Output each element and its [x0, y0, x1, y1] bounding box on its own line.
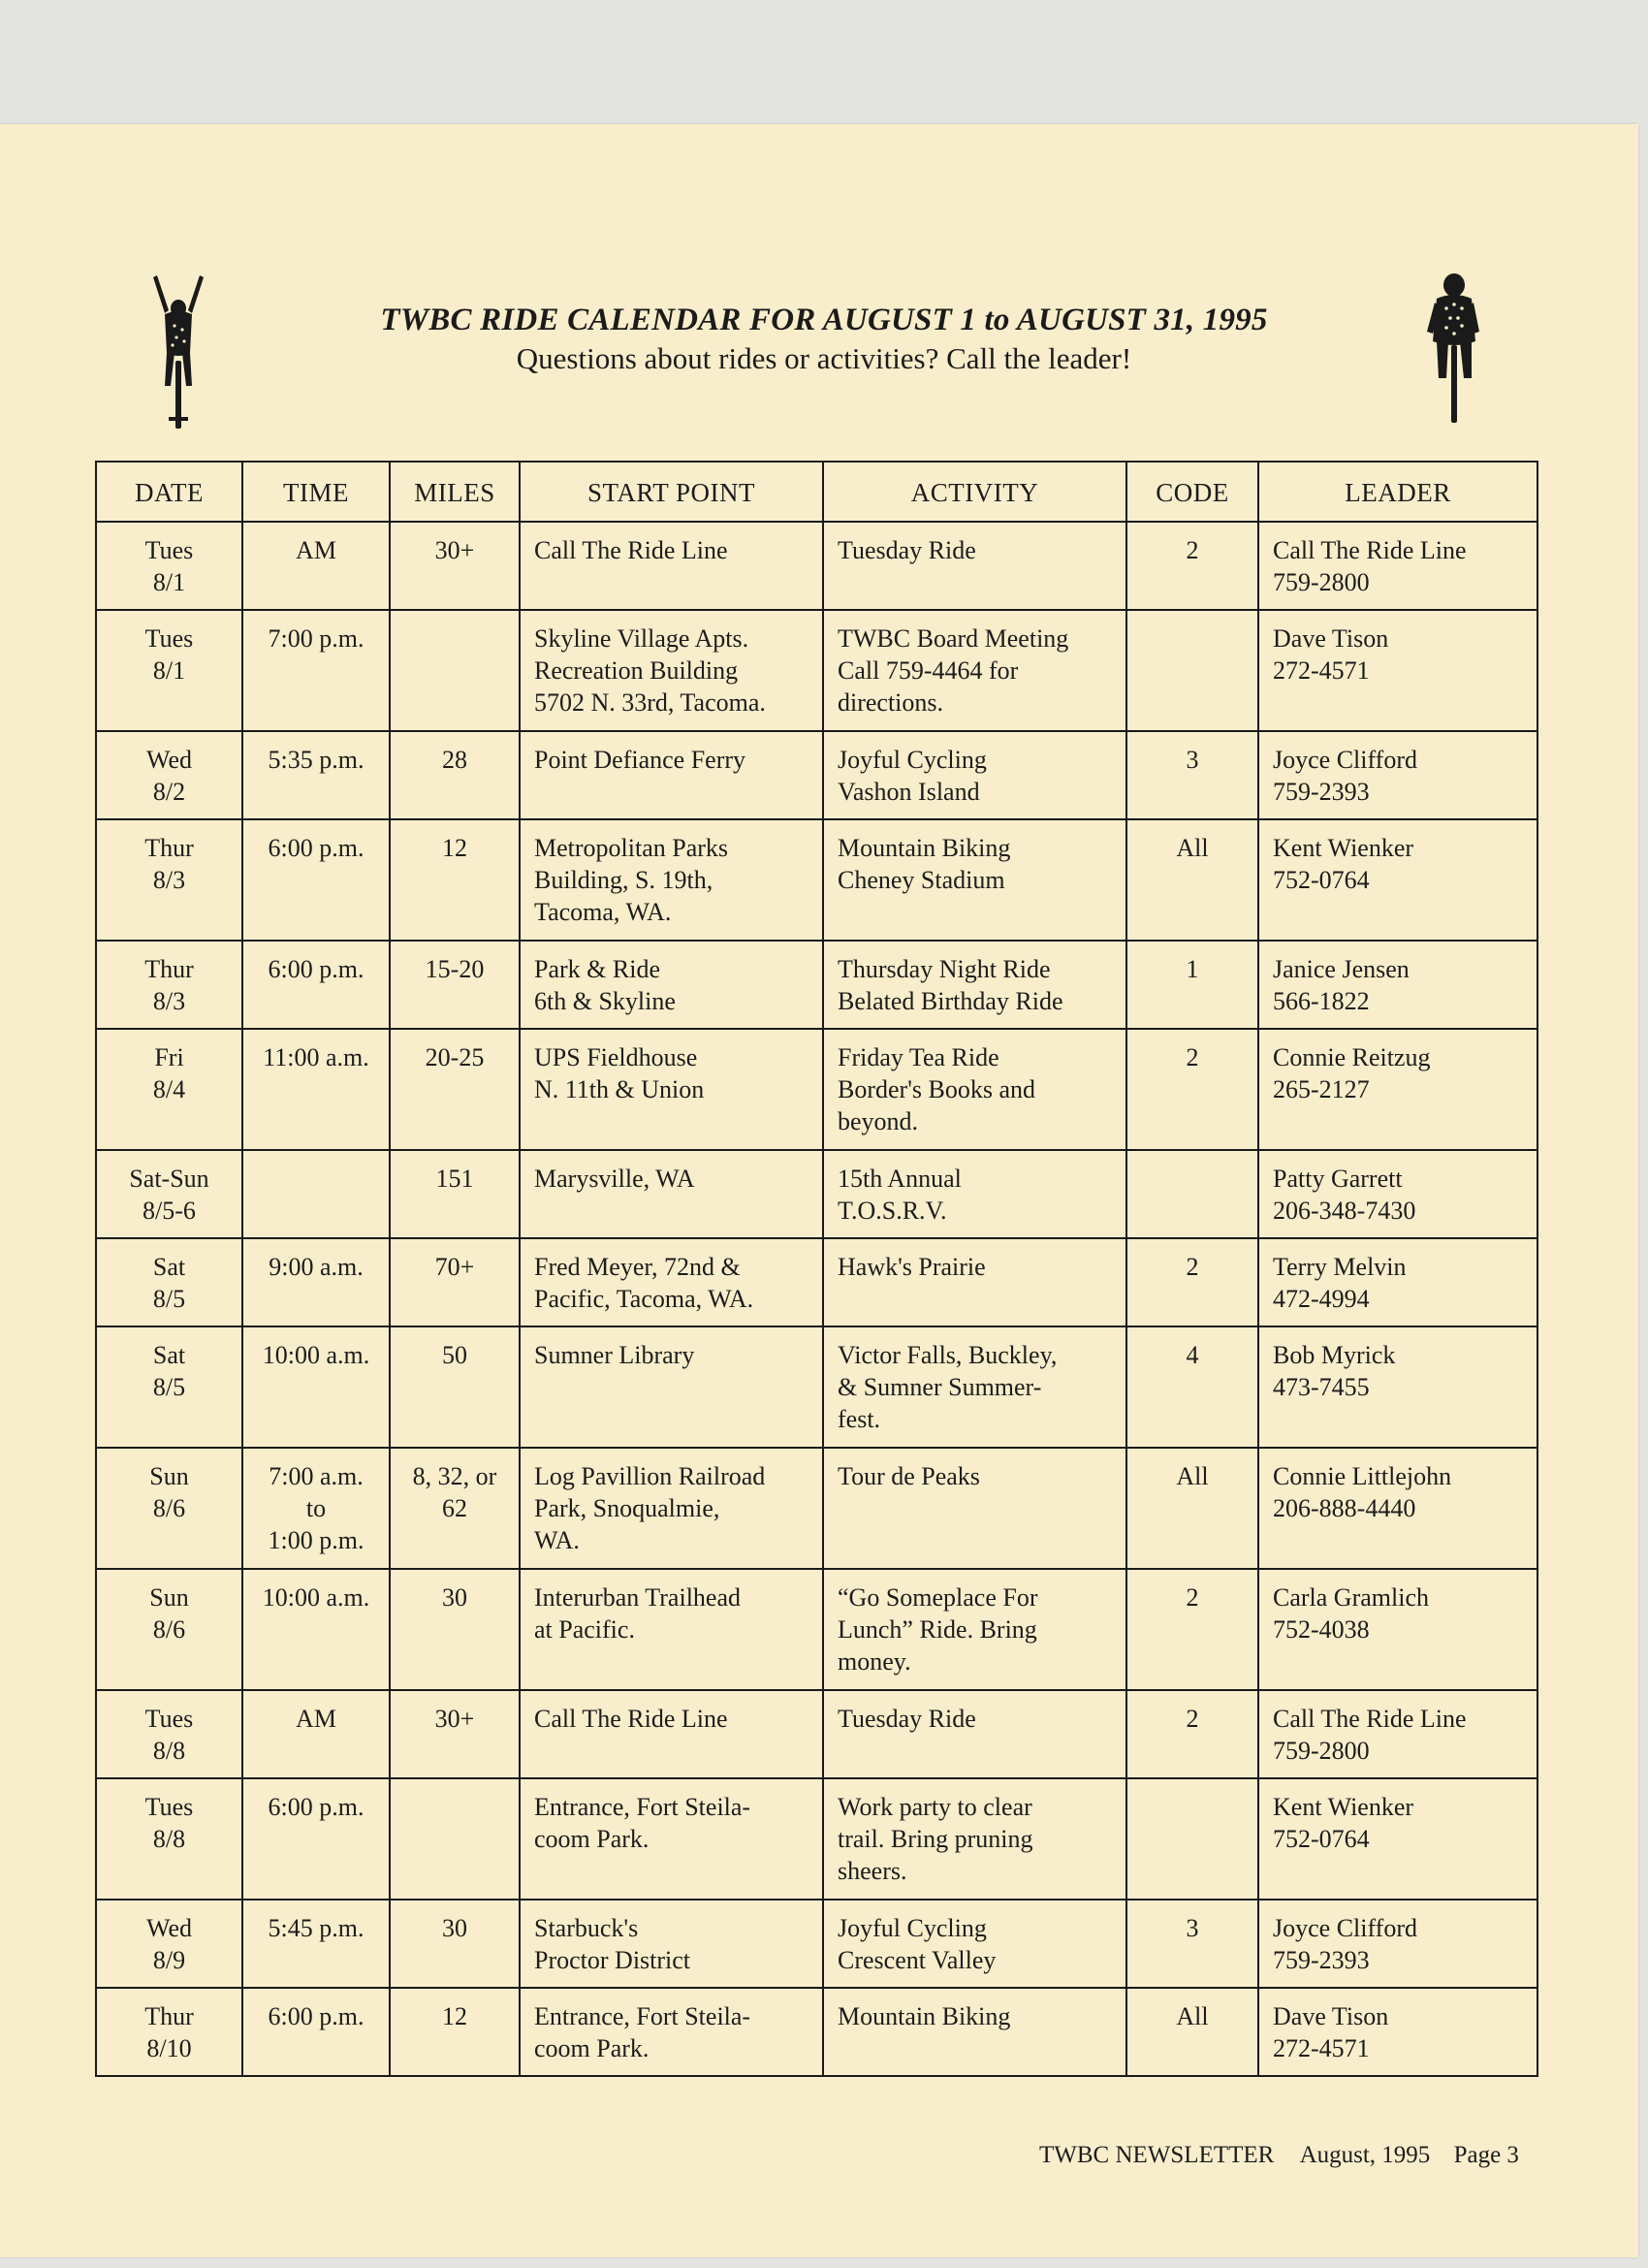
cell-leader: Joyce Clifford 759-2393	[1258, 1900, 1537, 1988]
cell-date: Wed 8/2	[96, 731, 242, 819]
cell-date: Wed 8/9	[96, 1900, 242, 1988]
cell-date: Tues 8/8	[96, 1690, 242, 1778]
table-row	[96, 610, 1537, 731]
column-header-code: CODE	[1126, 462, 1258, 522]
page-title: TWBC RIDE CALENDAR FOR AUGUST 1 to AUGUST 31, 1995	[380, 303, 1268, 337]
table-row	[96, 731, 1537, 819]
cell-leader: Call The Ride Line 759-2800	[1258, 522, 1537, 610]
cell-start-point: Log Pavillion Railroad Park, Snoqualmie, WA.	[520, 1448, 823, 1569]
cell-activity: Mountain Biking Cheney Stadium	[823, 819, 1126, 941]
cell-miles: 12	[390, 819, 520, 941]
table-row	[96, 1569, 1537, 1690]
cell-time: 5:45 p.m.	[242, 1900, 390, 1988]
table-row	[96, 1150, 1537, 1238]
cell-code: 1	[1126, 941, 1258, 1029]
cell-time	[242, 1150, 390, 1238]
cell-date: Sun 8/6	[96, 1448, 242, 1569]
cell-date: Thur 8/3	[96, 819, 242, 941]
table-row	[96, 1778, 1537, 1900]
cell-miles: 15-20	[390, 941, 520, 1029]
cell-leader: Call The Ride Line 759-2800	[1258, 1690, 1537, 1778]
cell-miles: 8, 32, or 62	[390, 1448, 520, 1569]
cell-date: Sat 8/5	[96, 1238, 242, 1326]
cell-start-point: Sumner Library	[520, 1326, 823, 1448]
cell-code: 2	[1126, 1238, 1258, 1326]
column-header-time: TIME	[242, 462, 390, 522]
cell-start-point: Entrance, Fort Steila- coom Park.	[520, 1778, 823, 1900]
table-row	[96, 1326, 1537, 1448]
cell-time: 6:00 p.m.	[242, 1778, 390, 1900]
table-row	[96, 1690, 1537, 1778]
column-header-miles: MILES	[390, 462, 520, 522]
page-footer	[1039, 2142, 1519, 2169]
cell-miles: 30+	[390, 1690, 520, 1778]
cell-date: Tues 8/1	[96, 610, 242, 731]
calendar-header	[252, 301, 1396, 378]
cell-miles: 151	[390, 1150, 520, 1238]
cell-time: 9:00 a.m.	[242, 1238, 390, 1326]
cell-leader: Bob Myrick 473-7455	[1258, 1326, 1537, 1448]
cell-time: 6:00 p.m.	[242, 819, 390, 941]
cell-time: 6:00 p.m.	[242, 1988, 390, 2076]
cell-leader: Connie Littlejohn 206-888-4440	[1258, 1448, 1537, 1569]
cell-leader: Dave Tison 272-4571	[1258, 1988, 1537, 2076]
cell-activity: Victor Falls, Buckley, & Sumner Summer- fest.	[823, 1326, 1126, 1448]
cell-start-point: Interurban Trailhead at Pacific.	[520, 1569, 823, 1690]
cell-leader: Kent Wienker 752-0764	[1258, 1778, 1537, 1900]
footer-page-number: Page 3	[1453, 2142, 1519, 2168]
cell-code: 4	[1126, 1326, 1258, 1448]
cell-miles	[390, 610, 520, 731]
cell-time: AM	[242, 522, 390, 610]
table-row	[96, 1988, 1537, 2076]
cell-code: 2	[1126, 1690, 1258, 1778]
cell-date: Thur 8/3	[96, 941, 242, 1029]
cell-date: Tues 8/8	[96, 1778, 242, 1900]
cell-leader: Joyce Clifford 759-2393	[1258, 731, 1537, 819]
cell-time: 11:00 a.m.	[242, 1029, 390, 1150]
cell-miles: 70+	[390, 1238, 520, 1326]
cell-date: Sat-Sun 8/5-6	[96, 1150, 242, 1238]
cell-miles: 30	[390, 1569, 520, 1690]
cell-date: Tues 8/1	[96, 522, 242, 610]
column-header-activity: ACTIVITY	[823, 462, 1126, 522]
cell-leader: Terry Melvin 472-4994	[1258, 1238, 1537, 1326]
cell-miles: 28	[390, 731, 520, 819]
cell-code	[1126, 1778, 1258, 1900]
cell-code	[1126, 610, 1258, 731]
cell-activity: 15th Annual T.O.S.R.V.	[823, 1150, 1126, 1238]
table-row	[96, 1238, 1537, 1326]
cell-activity: TWBC Board Meeting Call 759-4464 for directions.	[823, 610, 1126, 731]
cell-time: AM	[242, 1690, 390, 1778]
cell-time: 10:00 a.m.	[242, 1326, 390, 1448]
column-header-date: DATE	[96, 462, 242, 522]
column-header-start-point: START POINT	[520, 462, 823, 522]
table-row	[96, 1029, 1537, 1150]
cell-activity: Tuesday Ride	[823, 1690, 1126, 1778]
footer-date: August, 1995	[1299, 2142, 1431, 2168]
cell-activity: Mountain Biking	[823, 1988, 1126, 2076]
cell-date: Sat 8/5	[96, 1326, 242, 1448]
ride-calendar-table	[95, 461, 1538, 2077]
cell-start-point: Fred Meyer, 72nd & Pacific, Tacoma, WA.	[520, 1238, 823, 1326]
cell-code: 2	[1126, 522, 1258, 610]
cell-code: 2	[1126, 1029, 1258, 1150]
cell-start-point: Call The Ride Line	[520, 522, 823, 610]
cell-leader: Kent Wienker 752-0764	[1258, 819, 1537, 941]
cyclist-riding-icon	[1421, 270, 1485, 425]
cell-code: All	[1126, 819, 1258, 941]
cell-date: Thur 8/10	[96, 1988, 242, 2076]
cell-leader: Carla Gramlich 752-4038	[1258, 1569, 1537, 1690]
cell-activity: Tuesday Ride	[823, 522, 1126, 610]
cell-time: 6:00 p.m.	[242, 941, 390, 1029]
cell-code: All	[1126, 1988, 1258, 2076]
cell-activity: Work party to clear trail. Bring pruning sheers.	[823, 1778, 1126, 1900]
column-header-leader: LEADER	[1258, 462, 1537, 522]
cell-miles: 50	[390, 1326, 520, 1448]
cell-leader: Janice Jensen 566-1822	[1258, 941, 1537, 1029]
table-row	[96, 819, 1537, 941]
cell-activity: “Go Someplace For Lunch” Ride. Bring money.	[823, 1569, 1126, 1690]
cell-miles: 20-25	[390, 1029, 520, 1150]
cell-miles	[390, 1778, 520, 1900]
cell-time: 10:00 a.m.	[242, 1569, 390, 1690]
cell-leader: Patty Garrett 206-348-7430	[1258, 1150, 1537, 1238]
cell-time: 7:00 p.m.	[242, 610, 390, 731]
footer-publication: TWBC NEWSLETTER	[1039, 2142, 1275, 2168]
cell-date: Fri 8/4	[96, 1029, 242, 1150]
cell-miles: 30	[390, 1900, 520, 1988]
cell-date: Sun 8/6	[96, 1569, 242, 1690]
table-row	[96, 1900, 1537, 1988]
cell-code: 3	[1126, 731, 1258, 819]
cell-time: 5:35 p.m.	[242, 731, 390, 819]
cell-start-point: Skyline Village Apts. Recreation Building 5702 N. 33rd, Tacoma.	[520, 610, 823, 731]
table-row	[96, 1448, 1537, 1569]
table-header-row	[96, 462, 1537, 522]
cell-activity: Hawk's Prairie	[823, 1238, 1126, 1326]
table-row	[96, 941, 1537, 1029]
cell-code: 2	[1126, 1569, 1258, 1690]
cell-activity: Tour de Peaks	[823, 1448, 1126, 1569]
cell-time: 7:00 a.m. to 1:00 p.m.	[242, 1448, 390, 1569]
cyclist-arms-raised-icon	[147, 272, 209, 431]
cell-leader: Dave Tison 272-4571	[1258, 610, 1537, 731]
cell-start-point: Entrance, Fort Steila- coom Park.	[520, 1988, 823, 2076]
cell-start-point: Marysville, WA	[520, 1150, 823, 1238]
table-row	[96, 522, 1537, 610]
cell-code: All	[1126, 1448, 1258, 1569]
cell-start-point: Starbuck's Proctor District	[520, 1900, 823, 1988]
cell-miles: 12	[390, 1988, 520, 2076]
cell-activity: Joyful Cycling Vashon Island	[823, 731, 1126, 819]
cell-activity: Friday Tea Ride Border's Books and beyond.	[823, 1029, 1126, 1150]
page-subtitle: Questions about rides or activities? Call the leader!	[516, 341, 1132, 375]
cell-start-point: UPS Fieldhouse N. 11th & Union	[520, 1029, 823, 1150]
cell-activity: Thursday Night Ride Belated Birthday Ride	[823, 941, 1126, 1029]
cell-miles: 30+	[390, 522, 520, 610]
cell-code	[1126, 1150, 1258, 1238]
cell-start-point: Park & Ride 6th & Skyline	[520, 941, 823, 1029]
cell-start-point: Point Defiance Ferry	[520, 731, 823, 819]
cell-start-point: Call The Ride Line	[520, 1690, 823, 1778]
cell-activity: Joyful Cycling Crescent Valley	[823, 1900, 1126, 1988]
cell-leader: Connie Reitzug 265-2127	[1258, 1029, 1537, 1150]
cell-start-point: Metropolitan Parks Building, S. 19th, Tacoma, WA.	[520, 819, 823, 941]
cell-code: 3	[1126, 1900, 1258, 1988]
